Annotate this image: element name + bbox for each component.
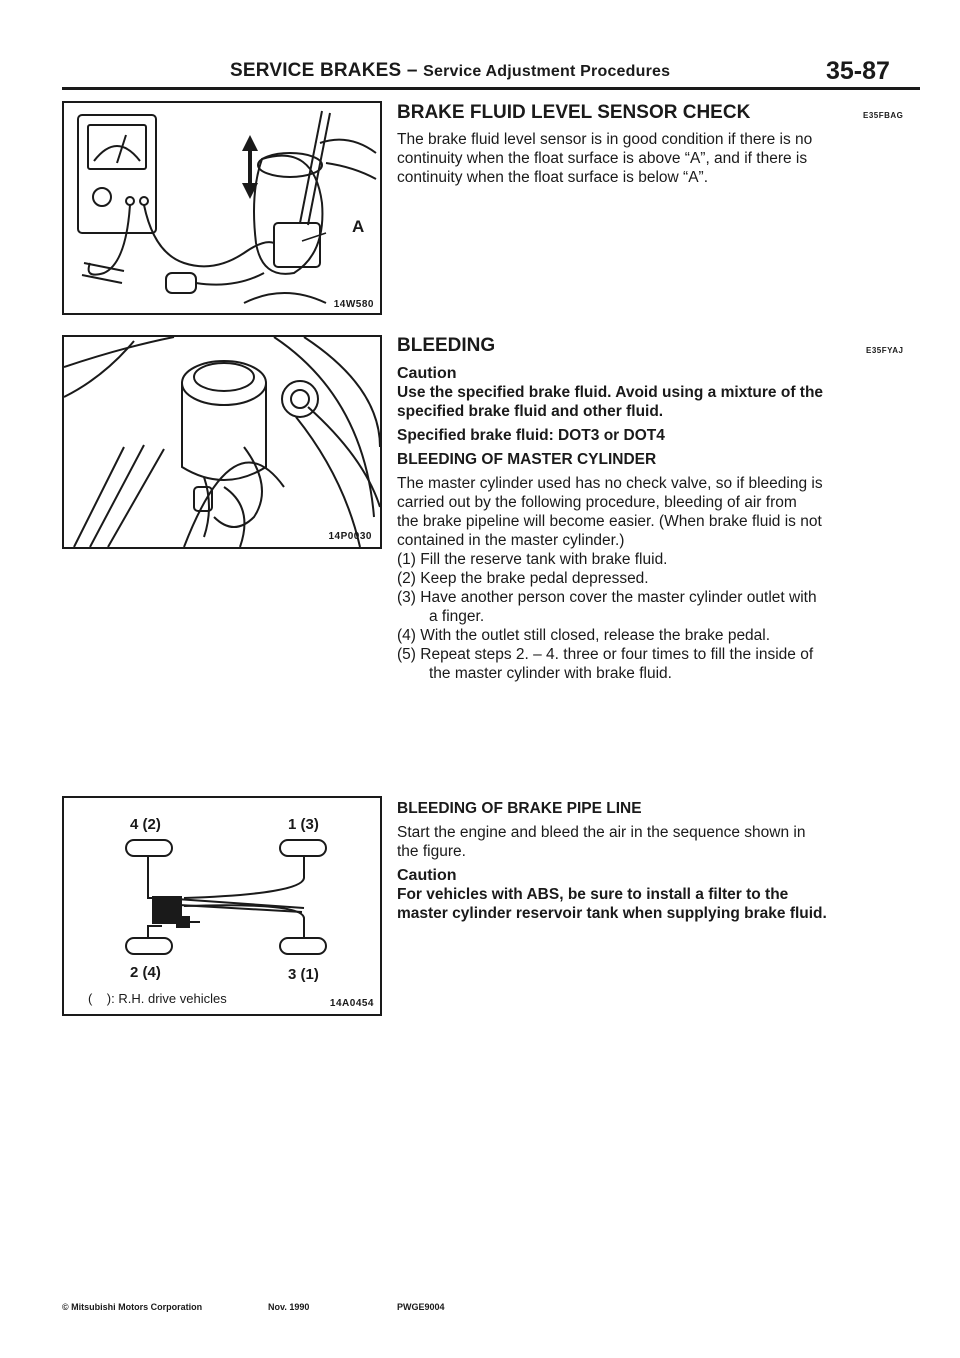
specified-fluid: Specified brake fluid: DOT3 or DOT4 <box>397 427 665 444</box>
wheel-label-rear-left: 2 (4) <box>130 964 161 981</box>
footer-date: Nov. 1990 <box>268 1302 310 1312</box>
figure-master-cylinder-bleeding <box>62 335 382 549</box>
caution-line: master cylinder reservoir tank when supplying brake fluid. <box>397 905 827 922</box>
figure-code: 14W580 <box>333 299 374 310</box>
sensor-check-code: E35FBAG <box>863 111 904 120</box>
brake-line-diagram <box>64 798 380 1014</box>
text-line: the brake pipeline will become easier. (When brake fluid is not <box>397 513 822 530</box>
figure-note <box>88 991 227 1006</box>
section-title <box>230 60 670 82</box>
figure-code: 14A0454 <box>329 998 374 1009</box>
figure-sensor-check <box>62 101 382 315</box>
wheel-label-rear-right: 3 (1) <box>288 966 319 983</box>
section-title-main: SERVICE BRAKES <box>230 60 402 81</box>
caution-line: For vehicles with ABS, be sure to install a filter to the <box>397 886 789 903</box>
step-continuation: the master cylinder with brake fluid. <box>429 665 672 682</box>
title-separator: – <box>406 60 418 81</box>
text-line: carried out by the following procedure, bleeding of air from <box>397 494 797 511</box>
footer-doc-code: PWGE9004 <box>397 1302 445 1312</box>
bleeding-code: E35FYAJ <box>866 346 904 355</box>
master-cylinder-illustration <box>64 337 380 547</box>
text-line: the figure. <box>397 843 466 860</box>
text-line: The master cylinder used has no check valve, so if bleeding is <box>397 475 823 492</box>
text-line: contained in the master cylinder.) <box>397 532 625 549</box>
wheel-label-front-right: 1 (3) <box>288 816 319 833</box>
text-line: continuity when the float surface is above “A”, and if there is <box>397 150 808 167</box>
step-item: (2) Keep the brake pedal depressed. <box>397 570 649 587</box>
page-number: 35-87 <box>826 57 890 85</box>
step-item: (4) With the outlet still closed, release the brake pedal. <box>397 627 771 644</box>
sensor-check-heading: BRAKE FLUID LEVEL SENSOR CHECK <box>397 102 751 123</box>
note-paren: ( <box>88 991 93 1006</box>
sensor-check-illustration <box>64 103 380 313</box>
figure-code: 14P0030 <box>328 531 372 542</box>
step-item: (5) Repeat steps 2. – 4. three or four times to fill the inside of <box>397 646 814 663</box>
figure-bleeding-sequence <box>62 796 382 1016</box>
step-item: (3) Have another person cover the master cylinder outlet with <box>397 589 817 606</box>
caution-label: Caution <box>397 867 457 884</box>
master-cylinder-heading: BLEEDING OF MASTER CYLINDER <box>397 451 657 468</box>
caution-label: Caution <box>397 365 457 382</box>
sensor-check-body <box>397 130 812 187</box>
text-line: Start the engine and bleed the air in the sequence shown in <box>397 824 806 841</box>
text-line: The brake fluid level sensor is in good condition if there is no <box>397 131 813 148</box>
level-mark-label: A <box>352 217 365 236</box>
caution-line: specified brake fluid and other fluid. <box>397 403 664 420</box>
section-subtitle: Service Adjustment Procedures <box>423 63 671 80</box>
pipe-line-section <box>397 799 827 923</box>
step-item: (1) Fill the reserve tank with brake fluid. <box>397 551 668 568</box>
caution-line: Use the specified brake fluid. Avoid using a mixture of the <box>397 384 824 401</box>
step-continuation: a finger. <box>429 608 485 625</box>
pipe-line-heading: BLEEDING OF BRAKE PIPE LINE <box>397 800 642 817</box>
wheel-label-front-left: 4 (2) <box>130 816 161 833</box>
text-line: continuity when the float surface is below “A”. <box>397 169 709 186</box>
footer-copyright: © Mitsubishi Motors Corporation <box>62 1302 203 1312</box>
bleeding-body <box>397 364 823 683</box>
note-text: ): R.H. drive vehicles <box>106 991 227 1006</box>
bleeding-heading: BLEEDING <box>397 335 496 356</box>
header-rule <box>62 87 920 90</box>
